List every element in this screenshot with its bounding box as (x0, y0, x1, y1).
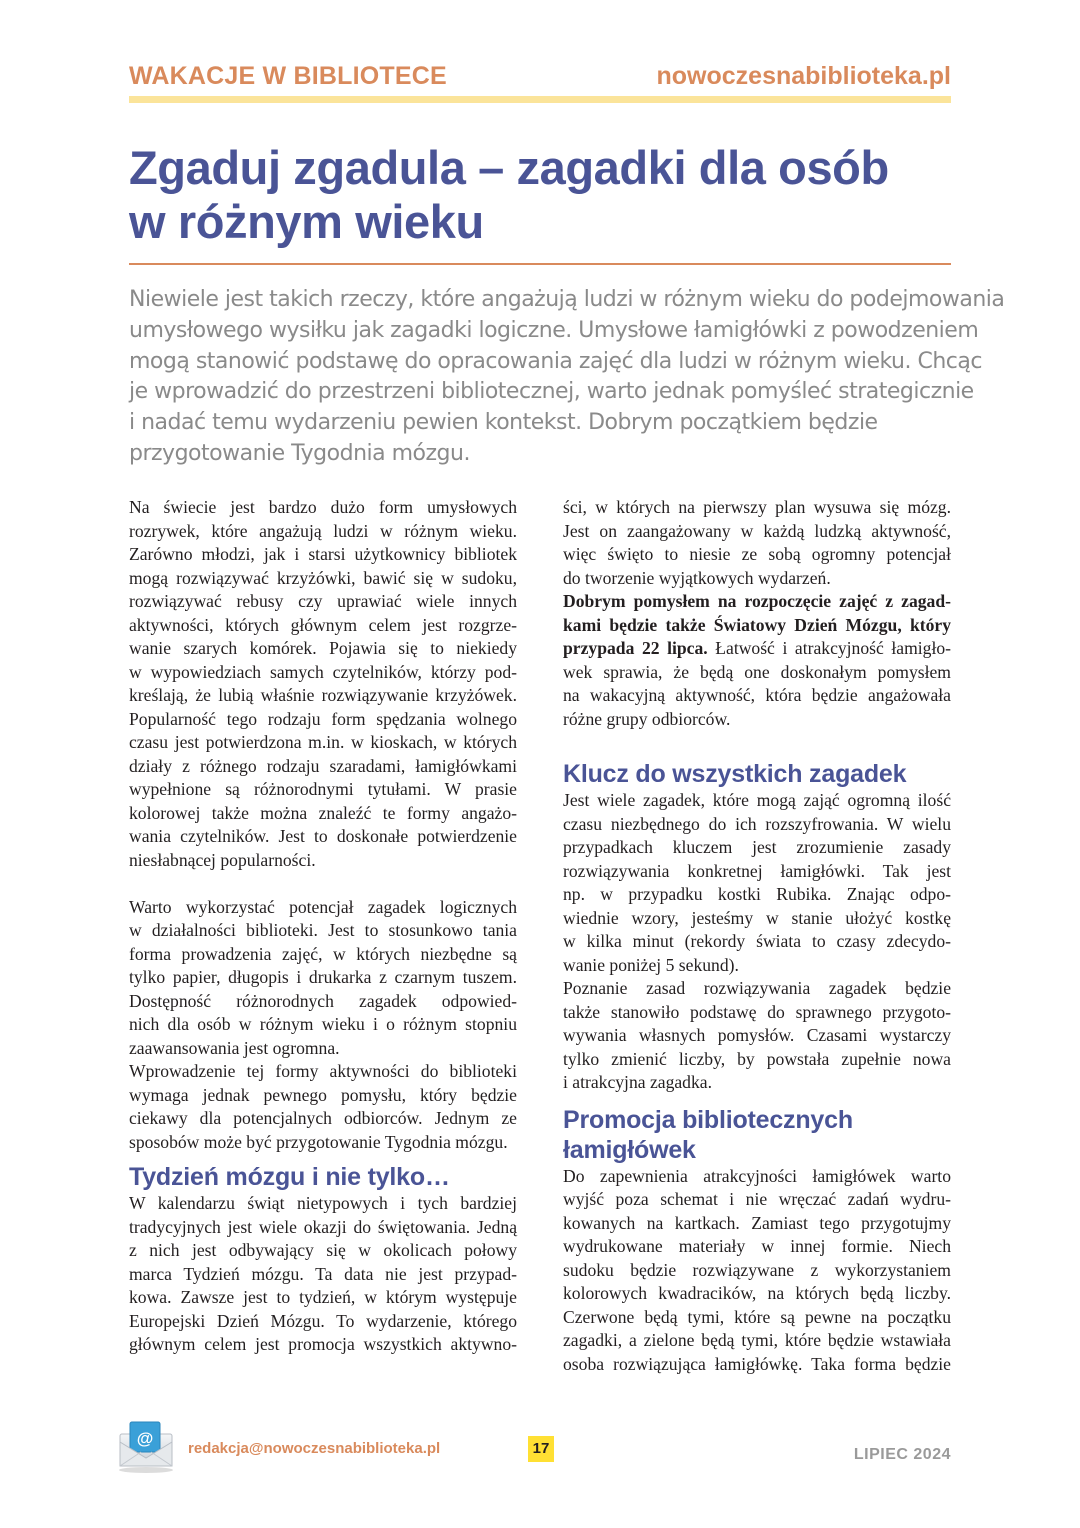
text-line: kowa. Zawsze jest to tydzień, w którym występuje (129, 1287, 517, 1307)
text-line: wywania własnych pomysłów. Czasami wystarczy (563, 1025, 951, 1045)
left-column (129, 496, 517, 1357)
text-line: Warto wykorzystać potencjał zagadek logicznych (129, 896, 517, 917)
text-line: z nich jest odbywający się w okolicach połowy (129, 1240, 517, 1260)
text-line: mogą rozwiązywać krzyżówki, bawić się w sudoku, (129, 567, 517, 588)
text-line: Poznanie zasad rozwiązywania zagadek będzie (563, 978, 951, 998)
paragraph (563, 1165, 951, 1377)
lead-line: mogą stanowić podstawę do opracowania zajęć dla ludzi w różnym wieku. Chcąc (129, 348, 982, 374)
text-line: i atrakcyjna zagadka. (563, 1072, 712, 1092)
text-line: wyjść poza schemat i nie wręczać zadań wydru- (563, 1189, 951, 1209)
page-header (129, 60, 951, 104)
text-line: wydrukowane materiały w innej formie. Niech (563, 1236, 951, 1256)
text-line: wek sprawia, że będą one doskonałym pomysłem (563, 661, 951, 682)
text-line-bold: Dobrym pomysłem na rozpoczęcie zajęć z zagad- (563, 591, 951, 611)
text-line: Europejski Dzień Mózgu. To wydarzenie, którego (129, 1310, 517, 1331)
text-line: także stanowiło podstawę do sprawnego przygoto- (563, 1001, 951, 1022)
title-line: w różnym wieku (129, 195, 484, 248)
text-line: na wakacyjną aktywność, która będzie angażowała (563, 685, 951, 705)
text-line: w wypowiedziach samych czytelników, którzy pod- (129, 661, 517, 682)
bold-date: przypada 22 lipca. (563, 638, 708, 658)
text-line: Zarówno młodzi, jak i starsi użytkownicy bibliotek (129, 544, 517, 564)
text-line: Jest on zaangażowany w każdą ludzką aktywność, (563, 520, 951, 541)
text-line: zagadki, a zielone będą tymi, które będzie wstawiała (563, 1330, 951, 1350)
paragraph (129, 1060, 517, 1154)
text-line: wypełnione są różnorodnymi tytułami. W prasie (129, 779, 517, 799)
text-line: ści, w których na pierwszy plan wysuwa się mózg. (563, 497, 951, 517)
lead-line: je wprowadzić do przestrzeni bibliotecznej, warto jednak pomyśleć strategicznie (129, 379, 974, 405)
article-lead (129, 285, 1005, 470)
text-line: tylko papier, długopis i drukarka z czarnym tuszem. (129, 967, 517, 987)
paragraph (563, 789, 951, 977)
text-line: rozwiązywać rebusy czy uprawiać wiele innych (129, 591, 517, 611)
paragraph (129, 1192, 517, 1357)
text-line: wanie poniżej 5 sekund). (563, 954, 739, 975)
text-line: do tworzenie wyjątkowych wydarzeń. (563, 567, 831, 588)
page-footer (0, 1410, 1080, 1490)
text-line: czasu jest potwierdzona m.in. w kioskach, w których (129, 732, 517, 752)
text-line: Do zapewnienia atrakcyjności łamigłówek warto (563, 1165, 951, 1186)
section-heading (563, 1105, 951, 1165)
text-line: kolorowej także można znaleźć te formy angażo- (129, 802, 517, 823)
at-symbol: @ (136, 1429, 154, 1448)
text-run: Łatwość i atrakcyjność łamigło- (707, 638, 951, 658)
text-line: np. w przypadku kostki Rubika. Znając odpo- (563, 884, 951, 904)
heading-spacer (563, 1095, 951, 1105)
section-heading: Klucz do wszystkich zagadek (563, 760, 907, 788)
heading-line: łamigłówek (563, 1135, 696, 1164)
lead-line: przygotowanie Tygodnia mózgu. (129, 440, 470, 466)
title-divider (129, 263, 951, 265)
text-line-mixed (563, 637, 951, 661)
text-line: ciekawy dla potencjalnych odbiorców. Jednym ze (129, 1108, 517, 1128)
text-line: działy z różnego rodzaju szaradami, łamigłówkami (129, 755, 517, 776)
text-line: wiednie wzory, jesteśmy w stanie ułożyć kostkę (563, 907, 951, 928)
text-line: wymaga jednak pewnego pomysłu, który będzie (129, 1084, 517, 1105)
paragraph (563, 496, 951, 590)
text-line: w kilka minut (rekordy świata to czasy zdecydo- (563, 931, 951, 951)
text-line: Popularność tego rodzaju form spędzania wolnego (129, 708, 517, 729)
site-url-link[interactable]: nowoczesnabiblioteka.pl (656, 62, 951, 90)
issue-date: LIPIEC 2024 (853, 1446, 951, 1463)
editorial-email-link[interactable]: redakcja@nowoczesnabiblioteka.pl (188, 1440, 441, 1457)
text-line: Jest wiele zagadek, które mogą zająć ogromną ilość (563, 790, 951, 810)
title-line: Zgaduj zgadula – zagadki dla osób (129, 141, 889, 194)
text-line: rozwiązywania konkretnej łamigłówki. Tak jest (563, 860, 951, 881)
text-line: nich dla osób w różnym wieku i o różnym stopniu (129, 1014, 517, 1034)
header-divider (129, 96, 951, 103)
right-column (563, 496, 951, 1376)
text-line: osoba rozwiązująca łamigłówkę. Taka forma będzie (563, 1353, 951, 1374)
text-line: Dostępność różnorodnych zagadek odpowied- (129, 990, 517, 1011)
text-line: Czerwone będą tymi, które są pewne na początku (563, 1306, 951, 1327)
envelope-icon (115, 1418, 177, 1474)
paragraph (129, 496, 517, 872)
paragraph (563, 590, 951, 731)
text-line: w działalności biblioteki. Jest to stosunkowo tania (129, 920, 517, 940)
text-line: Wprowadzenie tej formy aktywności do biblioteki (129, 1061, 517, 1081)
paragraph (129, 896, 517, 1061)
article-title (129, 141, 951, 249)
text-line: forma prowadzenia zajęć, w których niezbędne są (129, 943, 517, 964)
lead-line: umysłowego wysiłku jak zagadki logiczne. Umysłowe łamigłówki z powodzeniem (129, 317, 979, 343)
text-line: czasu niezbędnego do ich rozszyfrowania. W wielu (563, 813, 951, 834)
text-line: Na świecie jest bardzo dużo form umysłowych (129, 497, 517, 517)
text-line: kowanych na kartkach. Zamiast tego przygotujmy (563, 1212, 951, 1233)
text-line: wanie szarych komórek. Pojawia się to niekiedy (129, 638, 517, 658)
text-line: W kalendarzu świąt nietypowych i tych bardziej (129, 1193, 517, 1213)
text-line: przypadkach kluczem jest zrozumienie zasady (563, 837, 951, 857)
text-line: głównym celem jest promocja wszystkich aktywno- (129, 1334, 517, 1354)
text-line: różne grupy odbiorców. (563, 708, 731, 729)
paragraph-gap (129, 872, 517, 896)
heading-spacer (129, 1154, 517, 1162)
section-heading: Tydzień mózgu i nie tylko… (129, 1163, 450, 1191)
heading-line: Promocja bibliotecznych (563, 1105, 853, 1134)
text-line: kolorowych kwadracików, na których będą liczby. (563, 1283, 951, 1303)
paragraph (563, 977, 951, 1095)
lead-line: i nadać temu wydarzeniu pewien kontekst. Dobrym początkiem będzie (129, 410, 878, 436)
text-line: sudoku będzie rozwiązywane z wykorzystaniem (563, 1259, 951, 1280)
heading-spacer (563, 731, 951, 759)
text-line: niesłabnącej popularności. (129, 849, 316, 870)
text-line: aktywności, których głównym celem jest rozgrze- (129, 614, 517, 635)
section-label: WAKACJE W BIBLIOTECE (129, 62, 447, 90)
text-line: rozrywek, które angażują ludzi w różnym wieku. (129, 520, 517, 541)
page-number: 17 (528, 1436, 554, 1462)
text-line: tradycyjnych jest wiele okazji do świętowania. Jedną (129, 1216, 517, 1237)
text-line-bold: kami będzie także Światowy Dzień Mózgu, który (563, 614, 951, 635)
lead-line: Niewiele jest takich rzeczy, które angażują ludzi w różnym wieku do podejmowania (129, 287, 1005, 312)
text-line: marca Tydzień mózgu. Ta data nie jest przypad- (129, 1263, 517, 1284)
text-line: kreślają, że lubią właśnie rozwiązywanie krzyżówek. (129, 685, 517, 705)
text-line: wania czytelników. Jest to doskonałe potwierdzenie (129, 826, 517, 846)
text-line: sposobów może być przygotowanie Tygodnia mózgu. (129, 1131, 508, 1152)
text-line: tylko zmienić liczby, by powstała zupełnie nowa (563, 1048, 951, 1069)
text-line: więc święto to niesie ze sobą ogromny potencjał (563, 544, 951, 564)
text-line: zaawansowania jest ogromna. (129, 1037, 340, 1058)
